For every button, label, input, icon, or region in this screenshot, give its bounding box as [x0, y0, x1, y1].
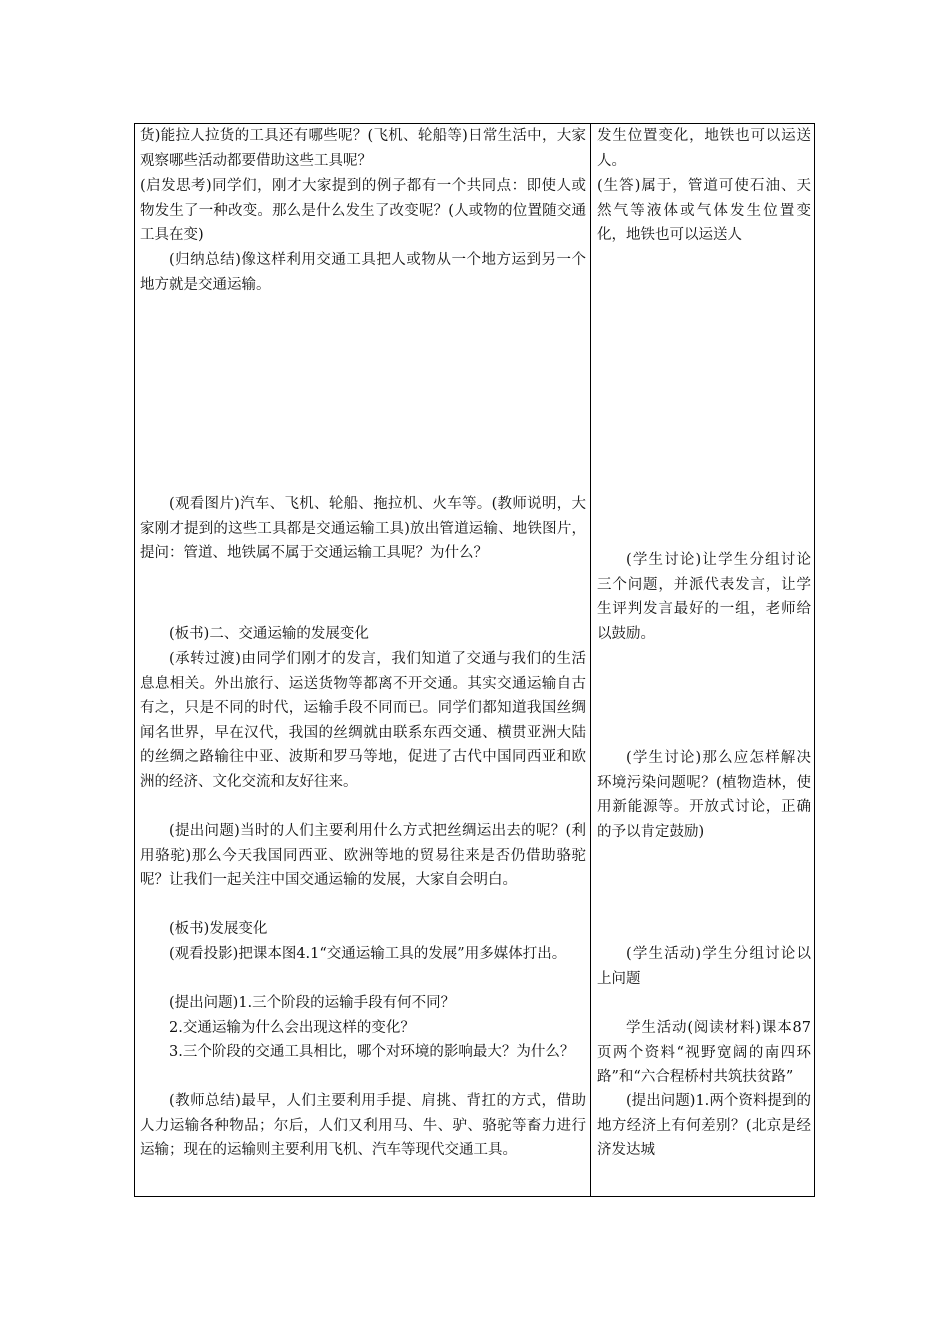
paragraph: (学生讨论)让学生分组讨论三个问题，并派代表发言，让学生评判发言最好的一组，老师给以鼓励。 — [597, 552, 811, 642]
lesson-plan-table — [134, 123, 815, 1197]
paragraph: 发生位置变化，地铁也可以运送人。 — [597, 128, 811, 169]
paragraph: (教师总结)最早，人们主要利用手提、肩挑、背扛的方式，借助人力运输各种物品；尔后，人们又利用马、牛、驴、骆驼等畜力进行运输；现在的运输则主要利用飞机、汽车等现代交通工具。 — [140, 1093, 586, 1158]
paragraph: (观看投影)把课本图4.1“交通运输工具的发展”用多媒体打出。 — [169, 946, 567, 962]
paragraph: (归纳总结)像这样利用交通工具把人或物从一个地方运到另一个地方就是交通运输。 — [140, 252, 586, 293]
paragraph: (生答)属于，管道可使石油、天然气等液体或气体发生位置变化，地铁也可以运送人 — [597, 178, 811, 243]
paragraph: 3.三个阶段的交通工具相比，哪个对环境的影响最大？为什么？ — [169, 1044, 575, 1060]
column-divider — [590, 124, 591, 1196]
paragraph: (板书)二、交通运输的发展变化 — [169, 626, 369, 642]
paragraph: (板书)发展变化 — [169, 921, 268, 937]
paragraph: 2.交通运输为什么会出现这样的变化？ — [169, 1020, 415, 1036]
paragraph: (学生讨论)那么应怎样解决环境污染问题呢？(植物造林，使用新能源等。开放式讨论，正确的予以肯定鼓励) — [597, 750, 811, 840]
paragraph: (启发思考)同学们，刚才大家提到的例子都有一个共同点：即使人或物发生了一种改变。那么是什么发生了改变呢？(人或物的位置随交通工具在变) — [140, 178, 586, 243]
paragraph: 学生活动(阅读材料)课本87页两个资料“视野宽阔的南四环路”和“六合程桥村共筑扶贫路” — [597, 1020, 811, 1085]
paragraph: (提出问题)1.三个阶段的运输手段有何不同？ — [169, 995, 456, 1011]
paragraph: (观看图片)汽车、飞机、轮船、拖拉机、火车等。(教师说明，大家刚才提到的这些工具都是交通运输工具)放出管道运输、地铁图片，提问：管道、地铁属不属于交通运输工具呢？为什么？ — [140, 496, 586, 561]
paragraph: (学生活动)学生分组讨论以上问题 — [597, 946, 811, 987]
paragraph: 货)能拉人拉货的工具还有哪些呢？(飞机、轮船等)日常生活中，大家观察哪些活动都要借助这些工具呢？ — [140, 128, 586, 169]
paragraph: (提出问题)当时的人们主要利用什么方式把丝绸运出去的呢？(利用骆驼)那么今天我国同西亚、欧洲等地的贸易往来是否仍借助骆驼呢？让我们一起关注中国交通运输的发展，大家自会明白。 — [140, 823, 586, 888]
paragraph: (承转过渡)由同学们刚才的发言，我们知道了交通与我们的生活息息相关。外出旅行、运送货物等都离不开交通。其实交通运输自古有之，只是不同的时代，运输手段不同而已。同学们都知道我国丝绸闻名世界，早在汉代，我国的丝绸就由联系东西交通、横贯亚洲大陆的丝绸之路输往中亚、波斯和罗马等地，促进了古代中国同西亚和欧洲的经济、文化交流和友好往来。 — [140, 651, 586, 790]
paragraph: (提出问题)1.两个资料提到的地方经济上有何差别？(北京是经济发达城 — [597, 1093, 811, 1158]
